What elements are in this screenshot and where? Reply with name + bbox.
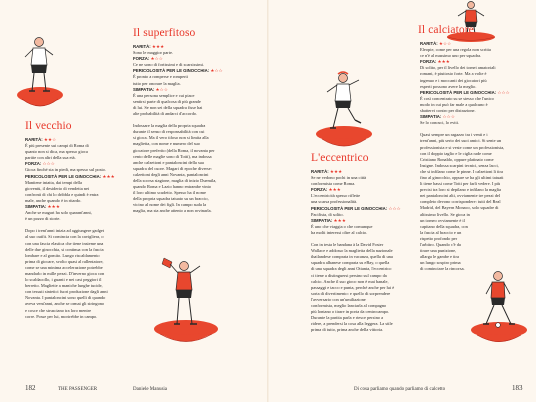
- column-vecchio: Il vecchio RARITÀ: ★★☆ È più presente sui campi di Roma di quanto non si dica, ma spesso gioca partite con altri della sua età. FORZA: ☆☆☆ Gioca finché sta in piedi, ma spesso sul posto. PERICOLOSITÀ PER LE GINOCCHIA: ★★★ Mantiene intatta, dai tempi della gioventù, il desiderio di vendetta nei confronti di chi lo dribbla e quindi è entra male, anche quando è in ritardo. SIMPATIA: ★★★ Anche se magari ha solo quarant'anni, è un pozzo di storie. Dopo i trent'anni inizia ad aggiungere gadget al suo outfit. Si comincia con la cavigliera, o con una fascia elastica che tiene insieme una delle due ginocchia, si continua con la fascia lombare e al gomito. Lungo riscaldamento prima di giocare, svolto quasi al rallentatore, come se una minima accelerazione potrebbe mandarlo in mille pezzi. D'inverno gioca con lo scaldacollo, i guanti e nei casi peggiori il berretto. Magliette a maniche lunghe tucide, con tessuti sintetici fuori produzione dagli anni Novanta. I pantaloncini sono quelli di quando aveva vent'anni, anche se ormai gli stringono e cosce che strusciano tra loro mentre corre. Posse per lui, morirebbe in campo.: [25, 120, 125, 320]
- rating-stars: ☆☆☆: [388, 205, 401, 211]
- author-name: Daniele Manusia: [133, 387, 168, 392]
- page-183: [268, 0, 536, 402]
- rating-line: SIMPATIA: ★★★: [25, 204, 60, 210]
- rating-line: PERICOLOSITÀ PER LE GINOCCHIA: ☆☆☆: [420, 89, 510, 95]
- section-title-eccentrico: L'eccentrico: [311, 152, 369, 164]
- column-calciatore: Il calciatore RARITÀ: ★☆☆ Eleopie, come per una regola non scritta ce n'è al massimo uno per squadra. FORZA: ★★★ Di solito, per il livello dei tornei amatoriali romani, è piuttosto forte. Ma a volte è ingenuo e i moccanti dei giocatori più esperti possono avere la meglio. PERICOLOSITÀ PER LE GINOCCHIA: ☆☆☆ È così concentrato su se stesso che l'unico modo in cui può far male a qualcuno è sbattervi contro per distrazione. SIMPATIA: ☆☆☆ Se lo conosci, lo eviti. Quasi sempre un ragazzo tra i venti e i trent'anni, più serio dei suoi amici. Si sente un professionista e si veste come un professionista, con il doppio taglio e le ciglia rade come Cristiano Ronaldo, oppure platinato come Insigne. Indossa scarpini tecnici, senza lacci, che si infilano come le pinne. I calzettoni li tira fino al ginocchio, oppure se ha gli ultimi tatuati li tiene bassi come Totti per farli vedere. I più precisi tra loro si depilano e infilano la maglia nei pantaloncini alti, ovviamente tre pezzi del completo devono corrispondere: tutti del Real Madrid, del Bayern Monaco, solo squadre di altissimo livello. Se gioca in un torneo ovviamente è il capitano della squadra, con la fascia al braccio e un rispetto profondo per l'arbitro. Quando c'è da tirare una punizione, allarga le gambe e tira un lungo sospiro prima di cominciare la rincorsa.: [420, 24, 530, 272]
- rating-stars: ☆☆☆: [442, 114, 455, 120]
- rating-stars: ★★★: [151, 44, 165, 49]
- page-number: 182: [25, 384, 36, 392]
- rating-stars: ☆☆☆: [42, 161, 55, 167]
- old-player-illustration: [15, 33, 65, 118]
- rating-line: FORZA: ★★★: [311, 187, 341, 193]
- rating-line: PERICOLOSITÀ PER LE GINOCCHIA: ☆☆☆: [311, 205, 401, 211]
- column-superfitoso: Il superfitoso RARITÀ: ★★★ Sono le maggior parte. FORZA: ★☆☆ Ce ne sono di fortissimi e di scarsissimi. PERICOLOSITÀ PER LE GINOCCHIA: ★☆☆ È pronto a romperse e romperti tutto per onorare la maglia. SIMPATIA: ★☆☆ È una persona semplice e cui piace sentirsi parte di qualcosa di più grande di lui. Se non sei della squadra fisse hai alte probabilità di andarci d'accordo. Indossare la maglia della propria squadra durante il senso di responsabilità con cui si gioca. Ma il vero tifoso non si limita alla maglietta, con nome e numero del suo giocatore preferito (della Roma, il novanta per cento delle maglie sono di Totti), ma indossa anche calzettoni e pantaloncini della sua squadra del cuore. Magari di epoche diverse: calzettoni degli anni Novanta, pantaloncini della scorsa stagione, maglia di inizio Duemila, quando Roma e Lazio hanno entrambe vinto il loro ultimo scudetto. Spesso ha il nome della propria squadra tatuato su un braccio, vicino al nome dei figli. In campo suda la maglia, ma sta anche attento a non rovinarla.: [133, 27, 245, 215]
- page-number: 183: [512, 384, 523, 392]
- fan-player-illustration: [150, 252, 220, 352]
- running-title: Di cosa parliamo quando parliamo di calcetto: [354, 387, 446, 392]
- section-title-calciatore: Il calciatore: [418, 24, 474, 36]
- rating-stars: ★☆☆: [438, 41, 452, 46]
- rating-stars: ☆☆☆: [497, 89, 510, 95]
- rating-stars: ★★★: [437, 59, 450, 65]
- rating-stars: ★★★: [329, 169, 343, 174]
- rating-line: SIMPATIA: ★★★: [311, 217, 346, 223]
- rating-line: RARITÀ: ★★★: [311, 169, 343, 174]
- rating-line: PERICOLOSITÀ PER LE GINOCCHIA: ★★★: [25, 173, 115, 179]
- rating-line: FORZA: ☆☆☆: [25, 161, 55, 167]
- rating-line: RARITÀ: ★★★: [133, 44, 165, 49]
- magazine-name: THE PASSENGER: [58, 387, 98, 392]
- section-title-vecchio: Il vecchio: [25, 120, 72, 132]
- rating-stars: ★☆☆: [150, 56, 163, 62]
- footer-right: [512, 384, 523, 392]
- rating-line: PERICOLOSITÀ PER LE GINOCCHIA: ★☆☆: [133, 68, 223, 74]
- rating-line: SIMPATIA: ☆☆☆: [420, 114, 455, 120]
- rating-stars: ★★★: [47, 204, 60, 210]
- rating-stars: ★☆☆: [210, 68, 223, 74]
- footer-left: [25, 384, 36, 392]
- rating-stars: ★★★: [328, 187, 341, 193]
- rating-stars: ★★☆: [43, 137, 57, 142]
- rating-stars: ★★★: [102, 173, 115, 179]
- freekick-player-illustration: [468, 262, 530, 352]
- rating-line: FORZA: ★★★: [420, 59, 450, 65]
- column-eccentrico: L'eccentrico RARITÀ: ★★★ Se ne vedono pochi in una città conformista come Roma. FORZA: ★★★ L'eccentricità spesso riflette una scarsa professionalità. PERICOLOSITÀ PER LE GINOCCHIA: ☆☆☆ Pacifista, di solito. SIMPATIA: ★★★ È uno che viaggia o che comunque ha molti interessi oltre al calcio. Con in testa le bandana à la David Foster Wallace e addosso la maglietta della nazionale thailandese comprata in vacanza, quella di una squadra albanese comprata su eBay, o quella di una squadra degli anni Ottanta, l'eccentrico ci tiene a distinguersi persino sul campo da calcio. Anche il suo gioco non è mai banale, passaggi e tacco e punta, perché anche per lui è sorta di divertimento: e quello di sorprendere l'avversario con un'umiliazione conformista, meglio lanciarla al compagno più lontano o tirare in porta da centrocampo. Durante la partita parla e riesce persino a ridere, a prendersi la cosa alla leggera. La stile prima di tutto, prima anche della vittoria.: [311, 152, 423, 333]
- rating-line: RARITÀ: ★☆☆: [420, 41, 452, 46]
- rating-line: FORZA: ★☆☆: [133, 56, 163, 62]
- rating-line: RARITÀ: ★★☆: [25, 137, 57, 142]
- rating-stars: ★★★: [333, 217, 346, 223]
- section-title-superfitoso: Il superfitoso: [133, 27, 196, 39]
- rating-stars: ★☆☆: [155, 86, 168, 92]
- rating-line: SIMPATIA: ★☆☆: [133, 86, 168, 92]
- eccentric-player-illustration: [313, 68, 375, 158]
